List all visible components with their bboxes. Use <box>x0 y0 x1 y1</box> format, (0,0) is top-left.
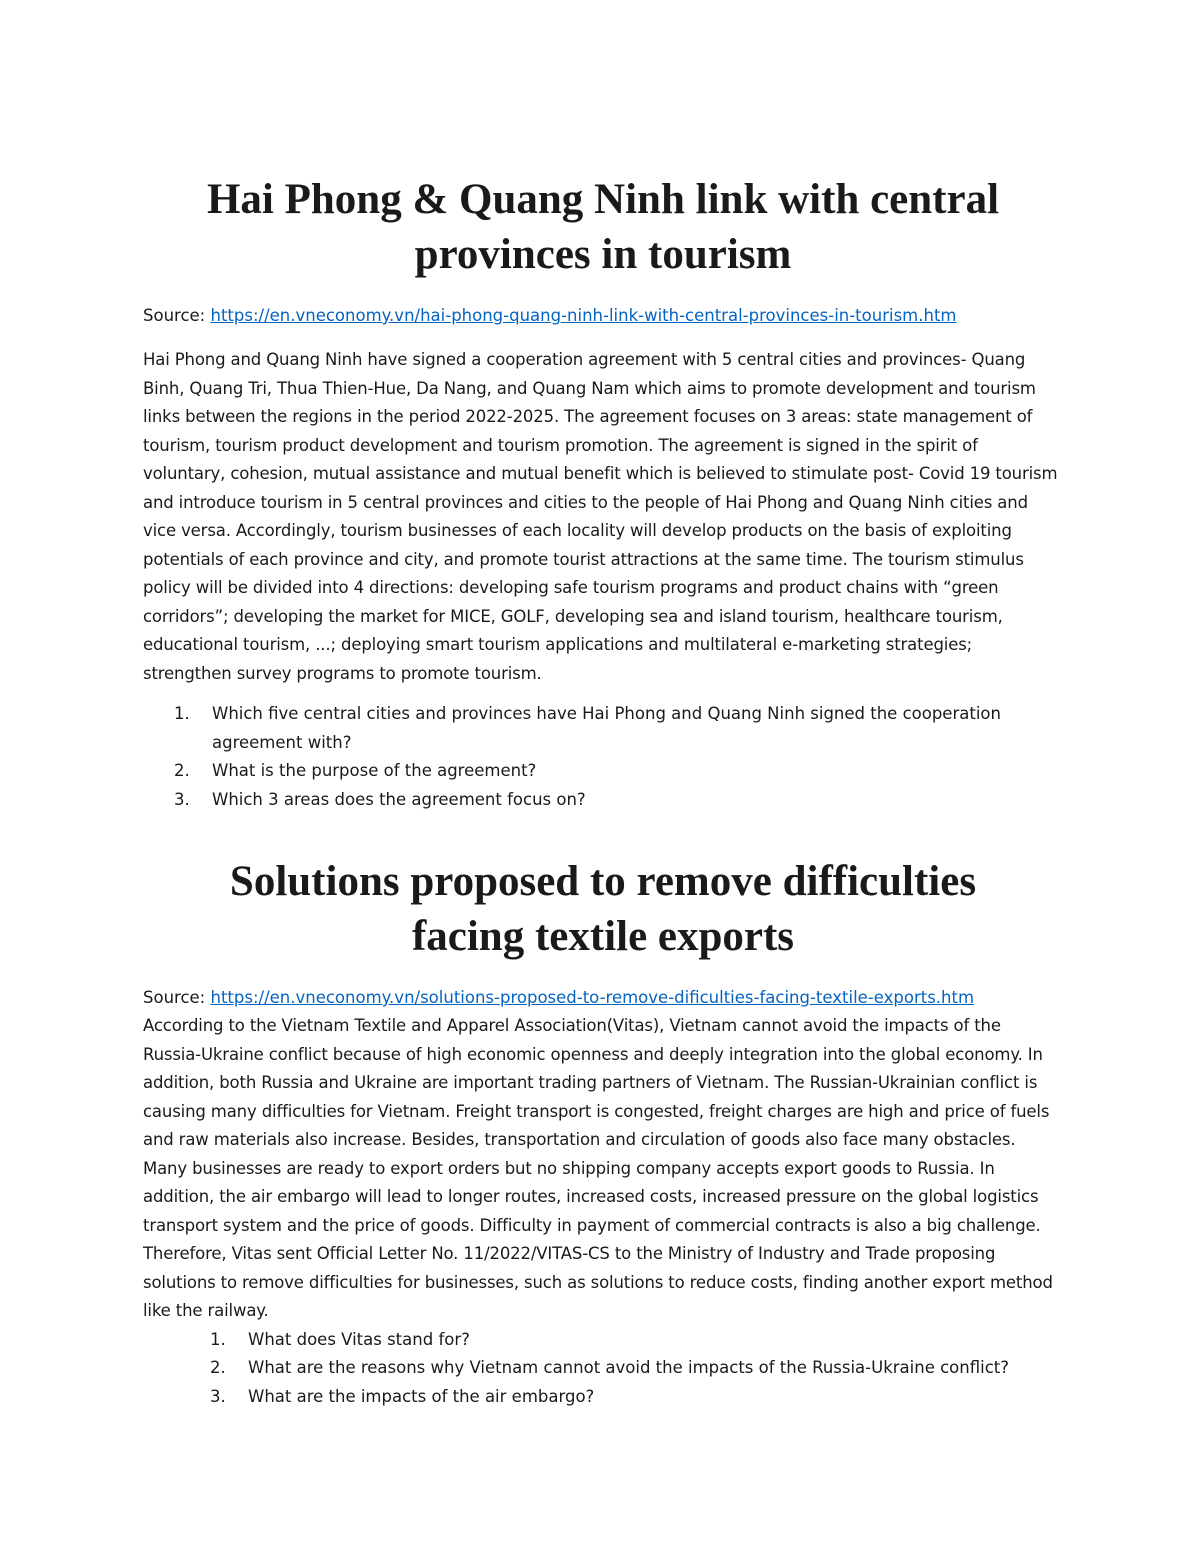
article-title-line: facing textile exports <box>411 913 795 960</box>
question-number: 3. <box>174 789 190 809</box>
article-title-line: Hai Phong & Quang Ninh link with central <box>206 176 1000 223</box>
question-list <box>143 700 1063 814</box>
source-label: Source: <box>143 306 211 325</box>
question-list <box>143 1326 1063 1412</box>
source-line <box>143 984 1063 1012</box>
question-text: Which 3 areas does the agreement focus on? <box>212 789 586 809</box>
question-text: What is the purpose of the agreement? <box>212 761 537 780</box>
source-link[interactable]: https://en.vneconomy.vn/hai-phong-quang-ninh-link-with-central-provinces-in-tourism.htm <box>210 306 957 325</box>
question-item <box>174 786 1063 815</box>
source-label: Source: <box>143 988 211 1007</box>
question-number: 3. <box>210 1386 226 1406</box>
question-text: Which five central cities and provinces have Hai Phong and Quang Ninh signed the cooperation agreement with? <box>212 704 1001 752</box>
question-number: 1. <box>174 704 190 723</box>
question-text: What are the impacts of the air embargo? <box>248 1386 595 1406</box>
question-item <box>210 1326 1063 1355</box>
question-text: What are the reasons why Vietnam cannot avoid the impacts of the Russia-Ukraine conflict? <box>248 1358 1009 1377</box>
question-text: What does Vitas stand for? <box>248 1329 470 1349</box>
article-title-line: Solutions proposed to remove difficulties <box>229 858 977 905</box>
article-title-line: provinces in tourism <box>414 231 792 278</box>
question-item <box>174 757 1063 786</box>
source-link[interactable]: https://en.vneconomy.vn/solutions-proposed-to-remove-dificulties-facing-textile-exports.htm <box>210 988 975 1007</box>
source-line <box>143 302 1063 330</box>
question-number: 2. <box>174 761 190 780</box>
question-number: 2. <box>210 1358 226 1377</box>
document-content <box>143 172 1063 1411</box>
article-body: According to the Vietnam Textile and Apparel Association(Vitas), Vietnam cannot avoid the impacts of the Russia-Ukraine conflict because of high economic openness and deeply integration into the global economy. In addition, both Russia and Ukraine are important trading partners of Vietnam. The Russian-Ukrainian conflict is causing many difficulties for Vietnam. Freight transport is congested, freight charges are high and price of fuels and raw materials also increase. Besides, transportation and circulation of goods also face many obstacles. Many businesses are ready to export orders but no shipping company accepts export goods to Russia. In addition, the air embargo will lead to longer routes, increased costs, increased pressure on the global logistics transport system and the price of goods. Difficulty in payment of commercial contracts is also a big challenge. Therefore, Vitas sent Official Letter No. 11/2022/VITAS-CS to the Ministry of Industry and Trade proposing solutions to remove difficulties for businesses, such as solutions to reduce costs, finding another export method like the railway. <box>143 1016 1053 1320</box>
question-item <box>210 1354 1063 1383</box>
question-item <box>174 700 1063 757</box>
question-number: 1. <box>210 1329 226 1349</box>
article-body: Hai Phong and Quang Ninh have signed a cooperation agreement with 5 central cities and provinces- Quang Binh, Quang Tri, Thua Thien-Hue, Da Nang, and Quang Nam which aims to promote development and tourism links between the regions in the period 2022-2025. The agreement focuses on 3 areas: state management of tourism, tourism product development and tourism promotion. The agreement is signed in the spirit of voluntary, cohesion, mutual assistance and mutual benefit which is believed to stimulate post- Covid 19 tourism and introduce tourism in 5 central provinces and cities to the people of Hai Phong and Quang Ninh cities and vice versa. Accordingly, tourism businesses of each locality will develop products on the basis of exploiting potentials of each province and city, and promote tourist attractions at the same time. The tourism stimulus policy will be divided into 4 directions: developing safe tourism programs and product chains with “green corridors”; developing the market for MICE, GOLF, developing sea and island tourism, healthcare tourism, educational tourism, ...; deploying smart tourism applications and multilateral e-marketing strategies; strengthen survey programs to promote tourism. <box>143 350 1058 683</box>
question-item <box>210 1383 1063 1412</box>
article-title <box>143 172 1063 282</box>
article-title <box>143 854 1063 964</box>
